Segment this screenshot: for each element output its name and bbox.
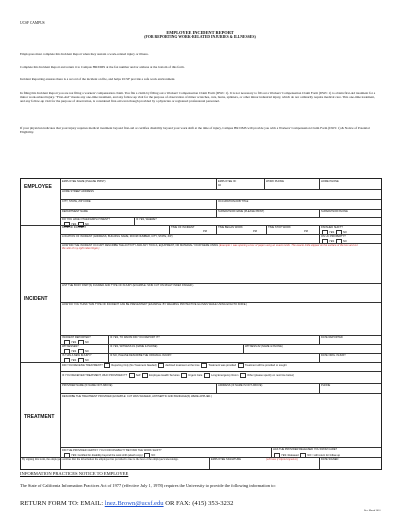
city-label: CITY, STATE, ZIP CODE [62, 200, 91, 203]
employee-id-label: EMPLOYEE ID: [218, 180, 237, 183]
signature-note: (will have if stipend signature) [266, 458, 298, 461]
other-employment-where-label: IF YES, WHERE? [136, 218, 157, 221]
incident-time-pm: PM [203, 230, 207, 233]
employee-name-label: EMPLOYEE NAME (PLEASE PRINT) [62, 180, 106, 183]
uc-property-label: ON UC PROPERTY? [321, 235, 346, 238]
section-incident: INCIDENT [24, 296, 48, 302]
intro-p4: In filing this Incident Report you are not filing a workers' compensation claim. You file a claim by filling out a Workers' Compensation Claim Form (DWC 1). It is not necessary to fill out a Workers' Compensation Claim Form (DWC 1) to obtain first-aid treatment for a minor work-related injury. "First-Aid" means any one-time treatment, and any follow-up visit for the purpose of observation of minor scratches, cuts, burns, splinters, or other minor industrial injury, which do not ordinarily require medical care. This one-time treatment, and any follow-up visit for the purpose of observation, is considered first-aid even though provided by a physician or registered professional personnel. [20, 91, 376, 103]
work-phone-label: WORK PHONE [266, 180, 285, 183]
revision-label: Rev. March 2016 [364, 509, 381, 512]
email-link[interactable]: lnez.Brown@ucsf.edu [104, 500, 164, 507]
original-injury-date-label: DATE ORIG. INJURY [321, 354, 346, 357]
date-reported-label: DATE REPORTED [321, 336, 343, 339]
return-form-line: RETURN FORM TO: EMAIL: lnez.Brown@ucsf.edu OR FAX: (415) 353-3232 [20, 500, 234, 507]
intro-p2: Complete this Incident Report and return it to Campus HR/DMS at the fax number and/or address at the bottom of this form. [20, 65, 185, 69]
er-checkbox[interactable] [204, 373, 210, 378]
employee-name-input[interactable] [62, 184, 212, 188]
witnesses-label: WITNESSES? [62, 345, 79, 348]
received-treatment-label: DID YOU RECEIVE TREATMENT? Reporting Only (No Treatment Needed) declined treatment at the time Treatment was provided Treatment will be provided or sought [62, 364, 287, 368]
section-treatment: TREATMENT [24, 414, 55, 420]
provider-name-label: PROVIDER NAME (IF NAME NOT ABOVE) [62, 384, 113, 387]
declined-checkbox[interactable] [158, 363, 164, 368]
prevention-label: HOW DO YOU THINK THIS TYPE OF INCIDENT CAN BE PREVENTED? (EXAMPLE: BY WEARING PROTECTIVE GLOVES WHILE USING EXACTO KNIFE.) [62, 303, 248, 306]
describe-treatment-label: DESCRIBE THE TREATMENT PROVIDED (EXAMPLE: CUT WAS WASHED, ANTISEPTIC AND BANDAGE(S) WERE APPLIED.) [62, 395, 212, 398]
occupation-label: OCCUPATION/JOB TITLE [218, 200, 249, 203]
other-employment-label: DO YOU HAVE OTHER EMPLOYMENT? [62, 218, 110, 221]
finished-shift-label: FINISHED SHIFT? [321, 226, 343, 229]
provider-address-label: ADDRESS (IF NAME IS NOT ABOVE) [218, 384, 263, 387]
how-occurred-label: HOW DID THE INCIDENT OCCUR? DESCRIBE THE ACTIVITY AND ANY TOOLS, EQUIPMENT, OR MATERIAL YOUR WERE USING (Example: I was opening a box of paper using an exacto knife. The exacto knife slipped on the surface of the box and cut the skin of my right index finger.) [62, 244, 358, 250]
released-label: HAS THE PROVIDER RELEASED YOU FROM CARE? [273, 448, 338, 451]
who-provided-label: IF YOU RECEIVED TREATMENT, WHO PROVIDED IT? Self Employee Health Services Urgent Care Long Emergency Room Other (please specify on next line below) [62, 374, 294, 378]
supervisor-phone-label: SUPERVISOR PHONE [321, 210, 348, 213]
witness-2-label: WITNESS #2 (NAME & PHONE) [245, 345, 283, 348]
time-stop-pm: PM [304, 230, 308, 233]
supervisor-label: SUPERVISOR NAME (PLEASE PRINT) [218, 210, 265, 213]
how-occurred-textarea[interactable] [62, 252, 377, 281]
self-checkbox[interactable] [129, 373, 135, 378]
notice-text: The State of California Information Practices Act of 1977 (effective July 1, 1978) requires the University to provide the following information to: [20, 483, 276, 488]
location-label: LOCATION OF INCIDENT (ADDRESS, BUILDING NAME, ROOM NUMBER, CITY, STATE, ZIP) [62, 235, 173, 238]
time-began-label: TIME BEGAN WORK [218, 226, 243, 229]
incident-date-label: DATE OF INCIDENT [62, 226, 87, 229]
incident-time-label: TIME OF INCIDENT [171, 226, 195, 229]
ehs-checkbox[interactable] [142, 373, 148, 378]
provider-phone-label: PHONE [321, 384, 331, 387]
department-label: DEPARTMENT NAME [62, 210, 88, 213]
campus-label: UCSF CAMPUS [20, 21, 45, 25]
date-signed-label: DATE SIGNED [321, 458, 339, 461]
will-provide-checkbox[interactable] [238, 363, 244, 368]
time-stop-label: TIME STOP WORK [268, 226, 291, 229]
new-injury-label: IS THIS A NEW INJURY? [62, 354, 92, 357]
notice-heading: INFORMATION PRACTICES NOTICE TO EMPLOYEE [20, 471, 129, 476]
other-checkbox[interactable] [240, 373, 246, 378]
form-title: EMPLOYEE INCIDENT REPORT [166, 30, 234, 35]
urgent-care-checkbox[interactable] [181, 373, 187, 378]
home-address-label: HOME STREET ADDRESS [62, 190, 94, 193]
employee-id-prefix: 02 [218, 184, 221, 187]
section-employee: EMPLOYEE [24, 184, 52, 190]
incident-reported-label: INCIDENT REPORTED? [62, 336, 91, 339]
intro-p3: Incident Reporting ensures there is a record of the incident on file, and helps UCSF provide a safe work environment. [20, 77, 176, 81]
report-form: EMPLOYEE INCIDENT TREATMENT EMPLOYEE NAME (PLEASE PRINT) EMPLOYEE ID: 02 WORK PHONE HOME PHONE HOME STREET ADDRESS CITY, STATE, ZIP CODE OCCUPATION/JOB TITLE DEPARTMENT NAME SUPERVISOR NAME (PLEASE PRINT) SUPERVISOR PHONE DO YOU HAVE OTHER EMPLOYMENT? YES NO IF YES, WHERE? DATE OF INCIDENT TIME OF INCIDENT PM TIME BEGAN WORK PM TIME STOP WORK PM FINISHED SHIFT? YES NO LOCATION OF INCIDENT (ADDRESS, BUILDING NAME, ROOM NUMBER, CITY, STATE, ZIP) ON UC PROPERTY? YES NO HOW DID THE INCIDENT OCCUR? DESCRIBE THE ACTIVITY AND ANY TOOLS, EQUIPMENT, OR MATERIAL YOUR WERE USING (Example: I was opening a box of paper using an exacto knife. The exacto knife slipped on the surface of the box and cut the skin of my right index finger.) LIST THE BODY PART(S) INJURED AND TYPE OF INJURY (EXAMPLE: SKIN CUT ON RIGHT INDEX FINGER.) HOW DO YOU THINK THIS TYPE OF INCIDENT CAN BE PREVENTED? (EXAMPLE: BY WEARING PROTECTIVE GLOVES WHILE USING EXACTO KNIFE.) INCIDENT REPORTED? YES NO IF YES, TO WHOM DID YOU REPORT IT? DATE REPORTED WITNESSES? YES NO IF YES, WITNESS #1 (NAME & PHONE) WITNESS #2 (NAME & PHONE) IS THIS A NEW INJURY? YES NO IF NO, PLEASE DESCRIBE THE ORIGINAL INJURY: DATE ORIG. INJURY DID YOU RECEIVE TREATMENT? Reporting Only (No Treatment Needed) declined treatment at the time Treatment was provided Treatment will be provided or sought IF YOU RECEIVED TREATMENT, WHO PROVIDED IT? Self Employee Health Services Urgent Care Long Emergency Room Other (please specify on next line below) PROVIDER NAME (IF NAME NOT ABOVE) ADDRESS (IF NAME IS NOT ABOVE) PHONE DESCRIBE THE TREATMENT PROVIDED (EXAMPLE: CUT WAS WASHED, ANTISEPTIC AND BANDAGE(S) WERE APPLIED.) DID THE PROVIDER CERTIFY YOU FOR DISABILITY BEYOND THE WORK SHIFT? YES: Certified for disability beyond the work shift (attach copy) NO HAS THE PROVIDER RELEASED YOU FROM CARE? YES: Released NO: I will return for follow-up By signing this form, the employee certifies that the information the employee has provided is true to the best of the employee's knowledge. EMPLOYEE SIGNATURE (will have if stipend signature) DATE SIGNED [20, 178, 382, 470]
home-phone-label: HOME PHONE [321, 180, 339, 183]
intro-p1: Employees must complete this Incident Report when they sustain a work-related injury or illness. [20, 52, 149, 56]
form-subtitle: (FOR REPORTING WORK-RELATED INJURIES & ILLNESSES) [144, 35, 256, 39]
certify-disability-label: DID THE PROVIDER CERTIFY YOU FOR DISABILITY BEYOND THE WORK SHIFT? [62, 449, 162, 452]
reporting-only-checkbox[interactable] [104, 363, 110, 368]
original-injury-label: IF NO, PLEASE DESCRIBE THE ORIGINAL INJURY: [110, 354, 172, 357]
home-address-input[interactable] [62, 194, 372, 198]
report-to-whom-label: IF YES, TO WHOM DID YOU REPORT IT? [110, 336, 160, 339]
intro-p5: If your physician indicates that your injury requires medical treatment beyond first-aid or certifies disability beyond your work shift at the time of injury, Campus HR DMS will provide you with a Workers' Compensation Claim Form (DWC 1) & Notice of Potential Eligibility. [20, 126, 370, 134]
provided-checkbox[interactable] [201, 363, 207, 368]
body-part-label: LIST THE BODY PART(S) INJURED AND TYPE OF INJURY (EXAMPLE: SKIN CUT ON RIGHT INDEX FINGER.) [62, 284, 194, 287]
time-began-pm: PM [253, 230, 257, 233]
witness-1-label: IF YES, WITNESS #1 (NAME & PHONE) [110, 345, 158, 348]
certification-statement: By signing this form, the employee certifies that the information the employee has provided is true to the best of the employee's knowledge. [22, 458, 179, 461]
employee-signature-label: EMPLOYEE SIGNATURE [211, 458, 241, 461]
